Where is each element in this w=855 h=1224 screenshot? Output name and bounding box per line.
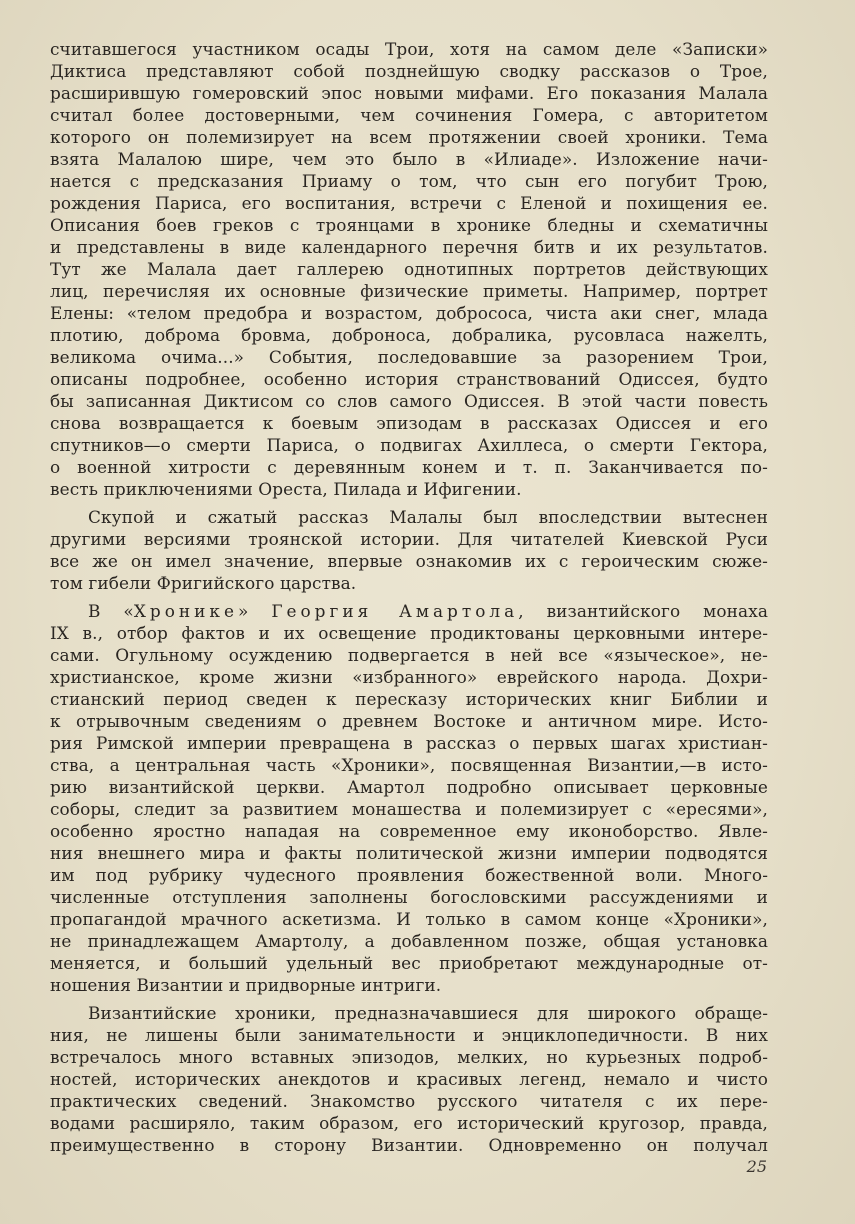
text-line: другими версиями троянской истории. Для читателей Киевской Руси bbox=[50, 529, 768, 549]
text-line: расширившую гомеровский эпос новыми мифами. Его показания Малала bbox=[50, 83, 768, 103]
text-line: численные отступления заполнены богословскими рассуждениями и bbox=[50, 887, 768, 907]
text-line: стианский период сведен к пересказу исторических книг Библии и bbox=[50, 689, 768, 709]
text-line: сами. Огульному осуждению подвергается в ней все «языческое», не- bbox=[50, 645, 768, 665]
text-line: рия Римской империи превращена в рассказ о первых шагах христиан- bbox=[50, 733, 768, 753]
text-fragment: » bbox=[237, 601, 272, 621]
text-line: которого он полемизирует на всем протяжении своей хроники. Тема bbox=[50, 127, 768, 147]
page-number: 25 bbox=[746, 1157, 767, 1176]
text-line: водами расширяло, таким образом, его исторический кругозор, правда, bbox=[50, 1113, 768, 1133]
text-line: весть приключениями Ореста, Пилада и Ифигении. bbox=[50, 479, 522, 499]
paragraph-malala-troy bbox=[50, 38, 768, 500]
text-line: и представлены в виде календарного перечня битв и их результатов. bbox=[50, 237, 768, 257]
text-line: соборы, следит за развитием монашества и полемизирует с «ересями», bbox=[50, 799, 768, 819]
text-line: к отрывочным сведениям о древнем Востоке и античном мире. Исто- bbox=[50, 711, 768, 731]
text-line: снова возвращается к боевым эпизодам в рассказах Одиссея и его bbox=[50, 413, 768, 433]
text-line: плотию, доброма бровма, доброноса, добралика, русовласа нажелть, bbox=[50, 325, 768, 345]
text-line: Описания боев греков с троянцами в хронике бледны и схематичны bbox=[50, 215, 768, 235]
text-line: ностей, исторических анекдотов и красивых легенд, немало и чисто bbox=[50, 1069, 768, 1089]
text-line: особенно яростно нападая на современное ему иконоборство. Явле- bbox=[50, 821, 768, 841]
paragraph-amartol-chronicle bbox=[50, 600, 768, 996]
text-line: христианское, кроме жизни «избранного» еврейского народа. Дохри- bbox=[50, 667, 768, 687]
text-line: ношения Византии и придворные интриги. bbox=[50, 975, 442, 995]
text-line: лиц, перечисляя их основные физические приметы. Например, портрет bbox=[50, 281, 768, 301]
text-line: великома очима...» События, последовавшие за разорением Трои, bbox=[50, 347, 768, 367]
paragraph-byzantine-chronicles bbox=[50, 1002, 768, 1156]
text-line: Диктиса представляют собой позднейшую сводку рассказов о Трое, bbox=[50, 61, 768, 81]
text-line: IX в., отбор фактов и их освещение продиктованы церковными интере- bbox=[50, 623, 768, 643]
text-line: взята Малалою шире, чем это было в «Илиаде». Изложение начи- bbox=[50, 149, 768, 169]
text-line: практических сведений. Знакомство русского читателя с их пере- bbox=[50, 1091, 768, 1111]
text-line: ния внешнего мира и факты политической жизни империи подводятся bbox=[50, 843, 768, 863]
text-line: том гибели Фригийского царства. bbox=[50, 573, 357, 593]
text-line: ства, а центральная часть «Хроники», посвященная Византии,—в исто- bbox=[50, 755, 768, 775]
text-line bbox=[50, 600, 768, 622]
text-line: все же он имел значение, впервые ознакомив их с героическим сюже- bbox=[50, 551, 768, 571]
paragraph-malala-legacy bbox=[50, 506, 768, 594]
text-line: встречалось много вставных эпизодов, мелких, но курьезных подроб- bbox=[50, 1047, 768, 1067]
text-line: Византийские хроники, предназначавшиеся для широкого обраще- bbox=[88, 1003, 768, 1023]
text-line: Елены: «телом предобра и возрастом, добрососа, чиста аки снег, млада bbox=[50, 303, 768, 323]
text-line: меняется, и больший удельный вес приобретают международные от- bbox=[50, 953, 768, 973]
spaced-title: Хронике bbox=[133, 601, 238, 621]
text-fragment: В « bbox=[88, 601, 134, 621]
page-text bbox=[50, 38, 768, 1156]
text-line: преимущественно в сторону Византии. Одновременно он получал bbox=[50, 1135, 768, 1155]
text-fragment: , византийского монаха bbox=[518, 601, 768, 621]
text-line: о военной хитрости с деревянным конем и т. п. Заканчивается по- bbox=[50, 457, 768, 477]
text-line: считавшегося участником осады Трои, хотя на самом деле «Записки» bbox=[50, 39, 768, 59]
text-line: считал более достоверными, чем сочинения Гомера, с авторитетом bbox=[50, 105, 768, 125]
text-line: Скупой и сжатый рассказ Малалы был впоследствии вытеснен bbox=[88, 507, 768, 527]
spaced-author: Георгия Амартола bbox=[271, 601, 519, 621]
text-line: не принадлежащем Амартолу, а добавленном позже, общая установка bbox=[50, 931, 768, 951]
text-line: описаны подробнее, особенно история странствований Одиссея, будто bbox=[50, 369, 768, 389]
text-line: пропагандой мрачного аскетизма. И только в самом конце «Хроники», bbox=[50, 909, 768, 929]
text-line: спутников—о смерти Париса, о подвигах Ахиллеса, о смерти Гектора, bbox=[50, 435, 768, 455]
text-line: рождения Париса, его воспитания, встречи с Еленой и похищения ее. bbox=[50, 193, 768, 213]
text-line: бы записанная Диктисом со слов самого Одиссея. В этой части повесть bbox=[50, 391, 768, 411]
text-line: нается с предсказания Приаму о том, что сын его погубит Трою, bbox=[50, 171, 768, 191]
text-line: рию византийской церкви. Амартол подробно описывает церковные bbox=[50, 777, 768, 797]
text-line: Тут же Малала дает галлерею однотипных портретов действующих bbox=[50, 259, 768, 279]
text-line: ния, не лишены были занимательности и энциклопедичности. В них bbox=[50, 1025, 768, 1045]
text-line: им под рубрику чудесного проявления божественной воли. Много- bbox=[50, 865, 768, 885]
